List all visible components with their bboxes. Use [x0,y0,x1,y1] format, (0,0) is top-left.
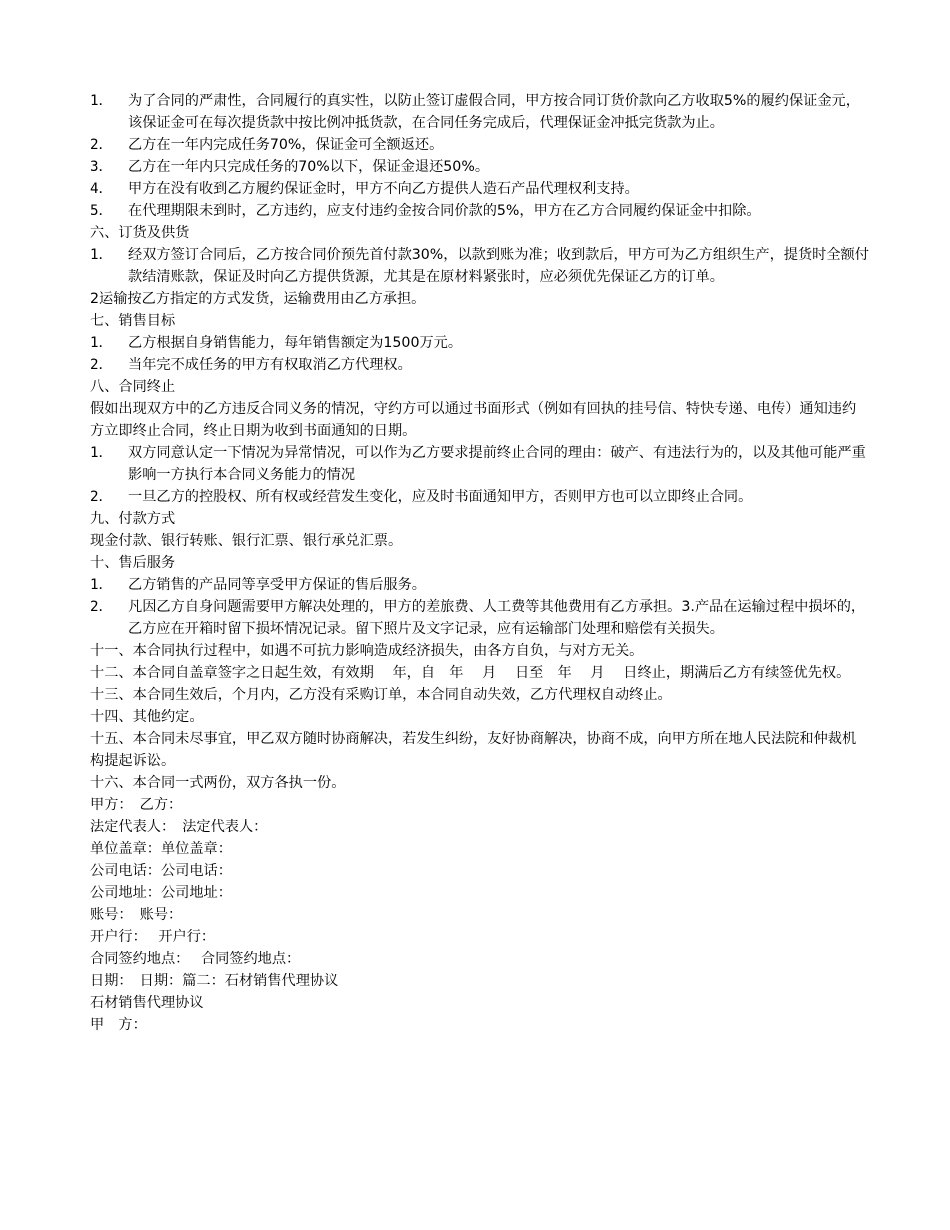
list-item [90,90,870,134]
item-number: 1． [90,445,113,461]
clause-11: 十一、本合同执行过程中，如遇不可抗力影响造成经济损失，由各方自负，与对方无关。 [90,643,644,659]
item-text: 甲方在没有收到乙方履约保证金时，甲方不向乙方提供人造石产品代理权利支持。 [128,181,639,197]
signature-account-line: 账号： 账号： [90,907,183,923]
signature-bank-line: 开户行： 开户行： [90,929,216,945]
clause-12: 十二、本合同自盖章签字之日起生效，有效期 年，自 年 月 日至 年 月 日终止，期满后乙方有续签优先权。 [90,665,851,681]
paragraph: 现金付款、银行转账、银行汇票、银行承兑汇票。 [90,533,403,549]
list-item [90,354,870,376]
item-number: 4． [90,181,113,197]
item-number: 2． [90,489,113,505]
list-item [90,200,870,222]
paragraph: 2运输按乙方指定的方式发货，运输费用由乙方承担。 [90,291,426,307]
item-number: 5． [90,203,113,219]
list-item [90,486,870,508]
signature-party-line: 甲方： 乙方： [90,797,183,813]
list-item [90,156,870,178]
item-number: 2． [90,357,113,373]
item-text: 当年完不成任务的甲方有权取消乙方代理权。 [128,357,412,373]
clause-16: 十六、本合同一式两份，双方各执一份。 [90,775,346,791]
section-heading: 七、销售目标 [90,313,176,329]
signature-representative-line: 法定代表人： 法定代表人： [90,819,268,835]
signature-phone-line: 公司电话：公司电话： [90,863,232,879]
item-text: 乙方在一年内完成任务70%，保证金可全额返还。 [128,137,444,153]
party-a-line: 甲 方： [90,1017,147,1033]
clause-13: 十三、本合同生效后，个月内，乙方没有采购订单，本合同自动失效，乙方代理权自动终止。 [90,687,672,703]
item-text: 乙方在一年内只完成任务的70%以下，保证金退还50%。 [128,159,490,175]
item-text: 为了合同的严肃性，合同履行的真实性，以防止签订虚假合同，甲方按合同订货价款向乙方收取5%的履约保证金元，该保证金可在每次提货款中按比例冲抵货款，在合同任务完成后，代理保证金冲抵完货款为止。 [128,93,860,131]
item-text: 经双方签订合同后，乙方按合同价预先首付款30%，以款到账为准；收到款后，甲方可为乙方组织生产，提货时全额付款结清账款，保证及时向乙方提供货源，尤其是在原材料紧张时，应必须优先保证乙方的订单。 [128,247,869,285]
item-number: 1． [90,577,113,593]
section-heading: 九、付款方式 [90,511,176,527]
list-item [90,596,870,640]
list-item [90,574,870,596]
item-text: 乙方根据自身销售能力，每年销售额定为1500万元。 [128,335,463,351]
list-item [90,332,870,354]
signature-location-line: 合同签约地点： 合同签约地点： [90,951,301,967]
item-text: 双方同意认定一下情况为异常情况，可以作为乙方要求提前终止合同的理由：破产、有违法行为的，以及其他可能严重影响一方执行本合同义务能力的情况 [128,445,866,483]
item-number: 1． [90,93,113,109]
item-number: 1． [90,335,113,351]
item-number: 1． [90,247,113,263]
signature-address-line: 公司地址：公司地址： [90,885,232,901]
signature-seal-line: 单位盖章：单位盖章： [90,841,232,857]
item-number: 2． [90,137,113,153]
item-number: 2． [90,599,113,615]
document-title: 石材销售代理协议 [90,995,204,1011]
signature-date-line: 日期： 日期：篇二：石材销售代理协议 [90,973,339,989]
list-item [90,244,870,288]
section-heading: 十、售后服务 [90,555,176,571]
clause-14: 十四、其他约定。 [90,709,204,725]
document-page [90,90,870,1036]
section-heading: 八、合同终止 [90,379,176,395]
item-text: 在代理期限未到时，乙方违约，应支付违约金按合同价款的5%，甲方在乙方合同履约保证金中扣除。 [128,203,761,219]
item-text: 乙方销售的产品同等享受甲方保证的售后服务。 [128,577,426,593]
item-text: 一旦乙方的控股权、所有权或经营发生变化，应及时书面通知甲方，否则甲方也可以立即终止合同。 [128,489,753,505]
list-item [90,178,870,200]
section-heading: 六、订货及供货 [90,225,190,241]
item-number: 3． [90,159,113,175]
list-item [90,134,870,156]
list-item [90,442,870,486]
item-text: 凡因乙方自身问题需要甲方解决处理的，甲方的差旅费、人工费等其他费用有乙方承担。3.产品在运输过程中损坏的，乙方应在开箱时留下损坏情况记录。留下照片及文字记录，应有运输部门处理和赔偿有关损失。 [128,599,866,637]
clause-15: 十五、本合同未尽事宜，甲乙双方随时协商解决，若发生纠纷，友好协商解决，协商不成，向甲方所在地人民法院和仲裁机构提起诉讼。 [90,731,857,769]
paragraph: 假如出现双方中的乙方违反合同义务的情况，守约方可以通过书面形式（例如有回执的挂号信、特快专递、电传）通知违约方立即终止合同，终止日期为收到书面通知的日期。 [90,401,857,439]
